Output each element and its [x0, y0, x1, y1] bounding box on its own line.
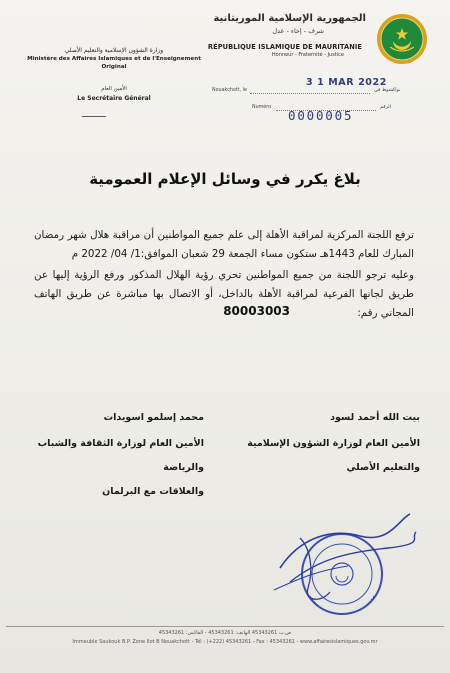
secretary-general-fr: Le Secrétaire Général [77, 95, 151, 102]
signatory-title-line1: الأمين العام لوزارة الثقافة والشباب والرياضة [37, 438, 204, 473]
ministry-name-fr: Ministère des Affaires Islamiques et de l'Enseignement Original [27, 56, 201, 70]
body-paragraph-2: وعليه ترجو اللجنة من جميع المواطنين تحري رؤية الهلال المذكور ورفع الرؤية إليها عن طريق لجانها الفرعية لمراقبة الأهلة بالداخل، أو الاتصال بها مباشرة عن طريق الهاتف المجاني رقم: [34, 269, 414, 319]
secretary-general-ar: الأمين العام [101, 86, 127, 92]
divider [82, 116, 106, 117]
republic-name-ar: الجمهورية الإسلامية الموريتانية [213, 13, 366, 24]
signature-block-culture [14, 406, 204, 504]
official-seal-stamp [270, 508, 420, 626]
footer-contact-fr: Immeuble Saukouk B.P. Zone Ilot B Nouakchott - Tél : (+222) 45343261 - Fax : 45343261 - www.affairesislamiques.gov.mr [72, 639, 378, 645]
date-stamp: 3 1 MAR 2022 [306, 77, 387, 88]
number-stamp: 0000005 [288, 108, 354, 123]
signatory-title-line1: الأمين العام لوزارة الشؤون الإسلامية [247, 438, 420, 449]
signature-block-islamic-affairs [220, 406, 420, 480]
mauritania-emblem-icon [376, 13, 428, 65]
body-paragraph-1: ترفع اللجنة المركزية لمراقبة الأهلة إلى علم جميع المواطنين أن مراقبة هلال شهر رمضان المبارك للعام 1443هـ ستكون مساء الجمعة 29 شعبان الموافق:1/ 04/ 2022 م [34, 229, 414, 260]
number-label-fr: Numéro [252, 105, 272, 110]
toll-free-number: 80003003 [223, 304, 290, 318]
date-label-fr: Nouakchott, le [212, 88, 247, 93]
number-label-ar: الرقم [380, 105, 391, 110]
signatory-title-line2: والعلاقات مع البرلمان [102, 486, 204, 497]
footer-contact-ar: ص.ب 45343261 الهاتف: 45343261 - الفاكس: 45343261 [158, 630, 292, 636]
signatory-name: بيت الله أحمد لسود [330, 412, 420, 423]
motto-ar: شرف - إخاء - عدل [272, 27, 324, 35]
signatory-name: محمد إسلمو اسويدات [103, 412, 204, 423]
date-dotted-line [250, 93, 370, 94]
republic-name-fr: RÉPUBLIQUE ISLAMIQUE DE MAURITANIE [207, 43, 362, 51]
motto-fr: Honneur - Fraternité - Justice [271, 52, 344, 58]
footer-divider [6, 626, 444, 627]
signatory-title-line2: والتعليم الأصلي [346, 462, 420, 473]
date-label-ar: نواكشوط في [374, 88, 401, 93]
ministry-name-ar: وزارة الشؤون الإسلامية والتعليم الأصلي [64, 47, 164, 54]
document-title: بلاغ يكرر في وسائل الإعلام العمومية [89, 170, 361, 188]
